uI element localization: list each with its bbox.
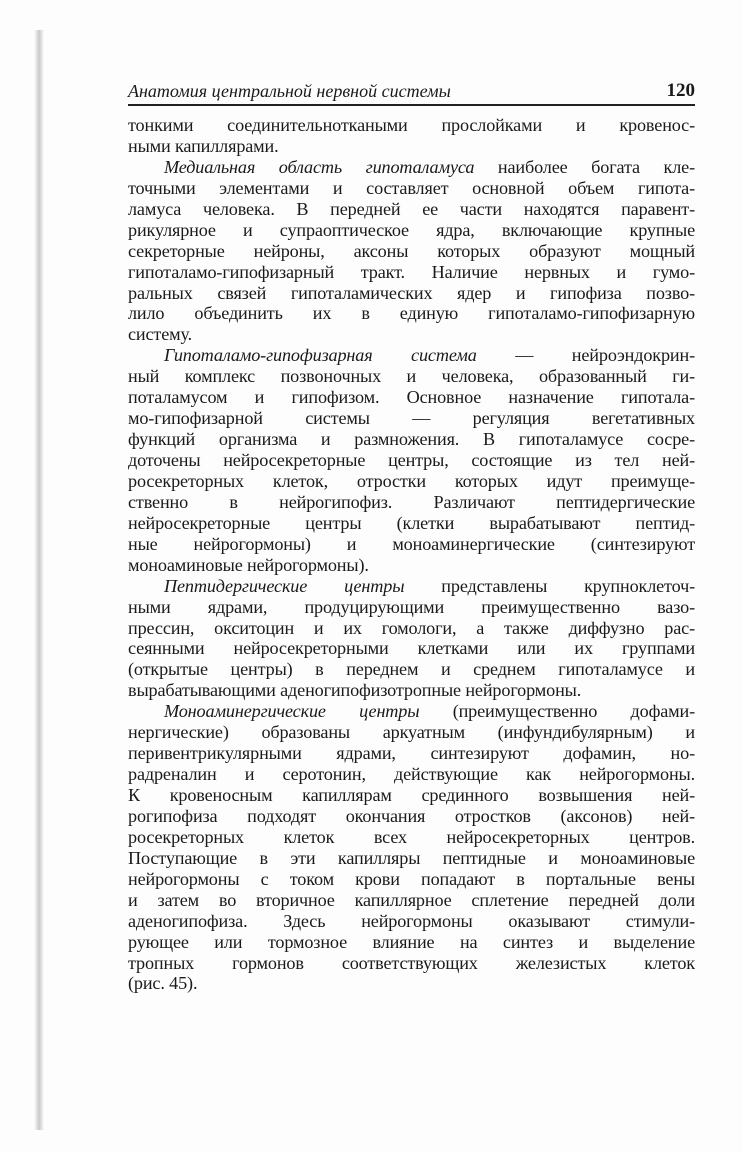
line-text: — нейроэндокрин- xyxy=(476,345,695,366)
text-line xyxy=(128,471,695,492)
text-line xyxy=(128,136,695,157)
italic-term: Моноаминергические центры xyxy=(164,701,420,722)
line-text: (рис. 45). xyxy=(128,973,198,994)
line-text: представлены крупноклеточ- xyxy=(404,575,695,596)
line-text: вырабатывающими аденогипофизотропные нейрогормоны. xyxy=(128,680,582,701)
line-text: ламуса человека. В передней ее части находятся паравент- xyxy=(128,198,695,219)
text-line xyxy=(128,220,695,241)
text-line xyxy=(128,199,695,220)
line-text: мо-гипофизарной системы — регуляция вегетативных xyxy=(128,408,695,429)
line-text: ственно в нейрогипофиз. Различают пептидергические xyxy=(128,491,695,512)
italic-term: Медиальная область гипоталамуса xyxy=(164,156,475,177)
line-text: тропных гормонов соответствующих железистых клеток xyxy=(128,952,695,973)
line-text: и затем во вторичное капиллярное сплетение передней доли xyxy=(128,889,695,910)
italic-term: Пептидергические центры xyxy=(164,575,405,596)
line-text: аденогипофиза. Здесь нейрогормоны оказывают стимули- xyxy=(128,910,695,931)
text-line xyxy=(128,659,695,680)
text-line xyxy=(128,848,695,869)
text-line xyxy=(128,576,695,597)
text-line xyxy=(128,764,695,785)
line-text: тонкими соединительноткаными прослойками и кровенос- xyxy=(128,115,695,135)
line-text: рующее или тормозное влияние на синтез и выделение xyxy=(128,931,695,952)
text-line xyxy=(128,157,695,178)
text-line xyxy=(128,513,695,534)
text-line xyxy=(128,953,695,974)
text-line xyxy=(128,324,695,345)
line-text: поталамусом и гипофизом. Основное назначение гипотала- xyxy=(128,387,695,408)
line-text: сеянными нейросекреторными клетками или их группами xyxy=(128,638,695,659)
text-line xyxy=(128,597,695,618)
text-line xyxy=(128,890,695,911)
line-text: росекреторных клеток, отростки которых идут преимуще- xyxy=(128,470,695,491)
text-line xyxy=(128,785,695,806)
line-text: Поступающие в эти капилляры пептидные и моноаминовые xyxy=(128,847,695,868)
line-text: точными элементами и составляет основной объем гипота- xyxy=(128,177,695,198)
line-text: ральных связей гипоталамических ядер и гипофиза позво- xyxy=(128,282,695,303)
line-text: наиболее богата кле- xyxy=(474,156,695,177)
page-number: 120 xyxy=(666,80,695,101)
line-text: функций организма и размножения. В гипоталамусе сосре- xyxy=(128,429,695,450)
running-header-title: Анатомия центральной нервной системы xyxy=(128,81,451,101)
running-header xyxy=(128,80,695,106)
text-line xyxy=(128,283,695,304)
paragraph xyxy=(128,157,695,345)
line-text: доточены нейросекреторные центры, состоящие из тел ней- xyxy=(128,450,695,470)
text-line xyxy=(128,345,695,366)
text-line xyxy=(128,743,695,764)
line-text: нергические) образованы аркуатным (инфундибулярным) и xyxy=(128,722,695,743)
line-text: рикулярное и супраоптическое ядра, включающие крупные xyxy=(128,219,695,240)
scan-edge-shadow xyxy=(34,30,44,1130)
text-line xyxy=(128,178,695,199)
line-text: перивентрикулярными ядрами, синтезируют дофамин, но- xyxy=(128,743,695,764)
text-line xyxy=(128,534,695,555)
paragraph xyxy=(128,115,695,157)
text-line xyxy=(128,262,695,283)
line-text: рогипофиза подходят окончания отростков (аксонов) ней- xyxy=(128,805,695,826)
text-line xyxy=(128,408,695,429)
line-text: секреторные нейроны, аксоны которых образуют мощный xyxy=(128,240,695,261)
line-text: гипоталамо-гипофизарный тракт. Наличие нервных и гумо- xyxy=(128,261,695,282)
line-text: ными капиллярами. xyxy=(128,135,279,156)
text-line xyxy=(128,450,695,471)
line-text: ными ядрами, продуцирующими преимущественно вазо- xyxy=(128,596,695,617)
text-line xyxy=(128,303,695,324)
text-line xyxy=(128,722,695,743)
text-line xyxy=(128,806,695,827)
text-line xyxy=(128,115,695,136)
text-line xyxy=(128,701,695,722)
line-text: прессин, окситоцин и их гомологи, а также диффузно рас- xyxy=(128,617,695,638)
text-line xyxy=(128,492,695,513)
text-line xyxy=(128,618,695,639)
paragraph xyxy=(128,701,695,994)
text-line xyxy=(128,680,695,701)
italic-term: Гипоталамо-гипофизарная система xyxy=(164,345,477,366)
text-line xyxy=(128,638,695,659)
text-line xyxy=(128,911,695,932)
paragraph xyxy=(128,576,695,702)
line-text: ный комплекс позвоночных и человека, образованный ги- xyxy=(128,366,695,387)
text-line xyxy=(128,555,695,576)
line-text: (преимущественно дофами- xyxy=(419,701,695,722)
line-text: ные нейрогормоны) и моноаминергические (синтезируют xyxy=(128,533,695,554)
text-line xyxy=(128,973,695,994)
text-line xyxy=(128,827,695,848)
line-text: лило объединить их в единую гипоталамо-гипофизарную xyxy=(128,303,695,324)
line-text: росекреторных клеток всех нейросекреторных центров. xyxy=(128,826,695,847)
text-line xyxy=(128,932,695,953)
line-text: радреналин и серотонин, действующие как нейрогормоны. xyxy=(128,764,695,785)
text-line xyxy=(128,869,695,890)
line-text: нейросекреторные центры (клетки вырабатывают пептид- xyxy=(128,512,695,533)
line-text: К кровеносным капиллярам срединного возвышения ней- xyxy=(128,785,695,805)
text-line xyxy=(128,387,695,408)
text-line xyxy=(128,241,695,262)
line-text: (открытые центры) в переднем и среднем гипоталамусе и xyxy=(128,659,695,680)
line-text: систему. xyxy=(128,324,193,345)
text-line xyxy=(128,366,695,387)
paragraph xyxy=(128,345,695,575)
page-body xyxy=(128,115,695,994)
text-line xyxy=(128,429,695,450)
line-text: моноаминовые нейрогормоны). xyxy=(128,554,369,575)
line-text: нейрогормоны с током крови попадают в портальные вены xyxy=(128,868,695,889)
